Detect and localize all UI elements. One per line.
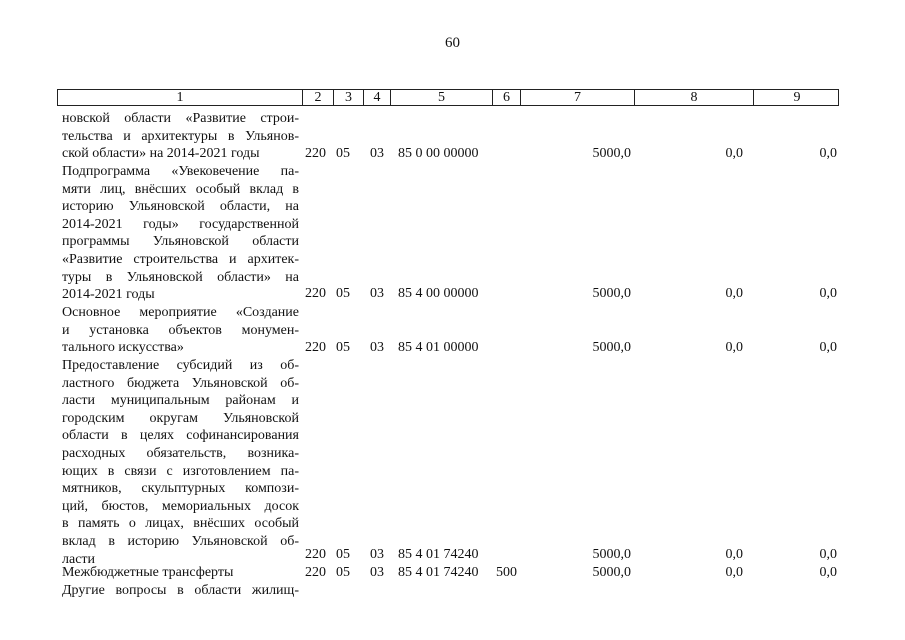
description-line: городским округам Ульяновской — [62, 410, 299, 426]
cell-code-4: 03 — [370, 340, 384, 355]
description-line: ластного бюджета Ульяновской об- — [62, 375, 299, 391]
header-col-9: 9 — [793, 90, 801, 105]
page-number: 60 — [445, 35, 460, 51]
row-description — [62, 110, 299, 163]
description-line: Подпрограмма «Увековечение па- — [62, 164, 299, 179]
description-line: вклад в историю Ульяновской об- — [62, 533, 299, 549]
description-line: историю Ульяновской области, на — [62, 199, 299, 215]
description-line: мяти лиц, внёсших особый вклад в — [62, 181, 299, 197]
cell-amount-col8: 0,0 — [725, 565, 743, 580]
cell-amount-col8: 0,0 — [725, 340, 743, 355]
description-line: расходных обязательств, возника- — [62, 445, 299, 461]
cell-code-4: 03 — [370, 286, 384, 301]
description-line: мятников, скульптурных компози- — [62, 481, 299, 497]
cell-amount-col8: 0,0 — [725, 547, 743, 562]
description-line: ской области» на 2014-2021 годы — [62, 146, 260, 162]
description-line: тельства и архитектуры в Ульянов- — [62, 128, 299, 144]
cell-code-2: 220 — [305, 146, 326, 161]
description-line: Основное мероприятие «Создание — [62, 305, 299, 320]
cell-code-3: 05 — [336, 340, 350, 355]
cell-amount-col7: 5000,0 — [592, 340, 631, 355]
cell-target-article: 85 4 01 74240 — [398, 547, 479, 562]
row-description — [62, 304, 299, 357]
header-col-4: 4 — [364, 90, 391, 105]
cell-amount-col7: 5000,0 — [592, 286, 631, 301]
description-line: 2014-2021 годы» государственной — [62, 216, 299, 232]
description-line: ций, бюстов, мемориальных досок — [62, 498, 299, 514]
header-col-7: 7 — [521, 90, 635, 105]
description-line: тального искусства» — [62, 340, 184, 356]
cell-code-3: 05 — [336, 146, 350, 161]
header-col-5: 5 — [391, 90, 493, 105]
cell-code-2: 220 — [305, 547, 326, 562]
cell-amount-col8: 0,0 — [725, 146, 743, 161]
cell-expense-type: 500 — [496, 565, 517, 580]
header-col-8: 8 — [635, 90, 754, 105]
cell-code-4: 03 — [370, 146, 384, 161]
description-line: 2014-2021 годы — [62, 287, 155, 303]
header-col-3: 3 — [334, 90, 364, 105]
cell-target-article: 85 4 01 74240 — [398, 565, 479, 580]
cell-amount-col9: 0,0 — [819, 340, 837, 355]
description-line: ласти — [62, 551, 96, 567]
row-description — [62, 357, 299, 568]
description-line: «Развитие строительства и архитек- — [62, 251, 299, 267]
description-line: программы Ульяновской области — [62, 234, 299, 250]
row-description — [62, 564, 299, 582]
description-line: Предоставление субсидий из об- — [62, 358, 299, 373]
cell-amount-col9: 0,0 — [819, 565, 837, 580]
cell-target-article: 85 0 00 00000 — [398, 146, 479, 161]
description-line: туры в Ульяновской области» на — [62, 269, 299, 285]
header-col-6: 6 — [493, 90, 521, 105]
cell-code-2: 220 — [305, 565, 326, 580]
description-line: в память о лицах, внёсших особый — [62, 516, 299, 532]
cell-amount-col8: 0,0 — [725, 286, 743, 301]
header-col-1: 1 — [58, 90, 303, 105]
cell-amount-col7: 5000,0 — [592, 146, 631, 161]
cell-code-3: 05 — [336, 565, 350, 580]
description-line: Межбюджетные трансферты — [62, 565, 234, 580]
table-header — [57, 89, 839, 106]
header-col-2: 2 — [303, 90, 334, 105]
cell-amount-col9: 0,0 — [819, 286, 837, 301]
description-line: и установка объектов монумен- — [62, 322, 299, 338]
cell-target-article: 85 4 00 00000 — [398, 286, 479, 301]
cell-target-article: 85 4 01 00000 — [398, 340, 479, 355]
cell-amount-col7: 5000,0 — [592, 565, 631, 580]
cell-amount-col9: 0,0 — [819, 547, 837, 562]
description-line: области в целях софинансирования — [62, 428, 299, 444]
row-description — [62, 163, 299, 304]
cell-amount-col9: 0,0 — [819, 146, 837, 161]
cell-code-3: 05 — [336, 547, 350, 562]
description-line: новской области «Развитие строи- — [62, 111, 299, 126]
cell-code-3: 05 — [336, 286, 350, 301]
cell-code-4: 03 — [370, 547, 384, 562]
row-description — [62, 582, 299, 600]
description-line: ласти муниципальным районам и — [62, 393, 299, 409]
cell-code-4: 03 — [370, 565, 384, 580]
description-line: ющих в связи с изготовлением па- — [62, 463, 299, 479]
cell-code-2: 220 — [305, 286, 326, 301]
description-line: Другие вопросы в области жилищ- — [62, 583, 299, 598]
cell-code-2: 220 — [305, 340, 326, 355]
cell-amount-col7: 5000,0 — [592, 547, 631, 562]
